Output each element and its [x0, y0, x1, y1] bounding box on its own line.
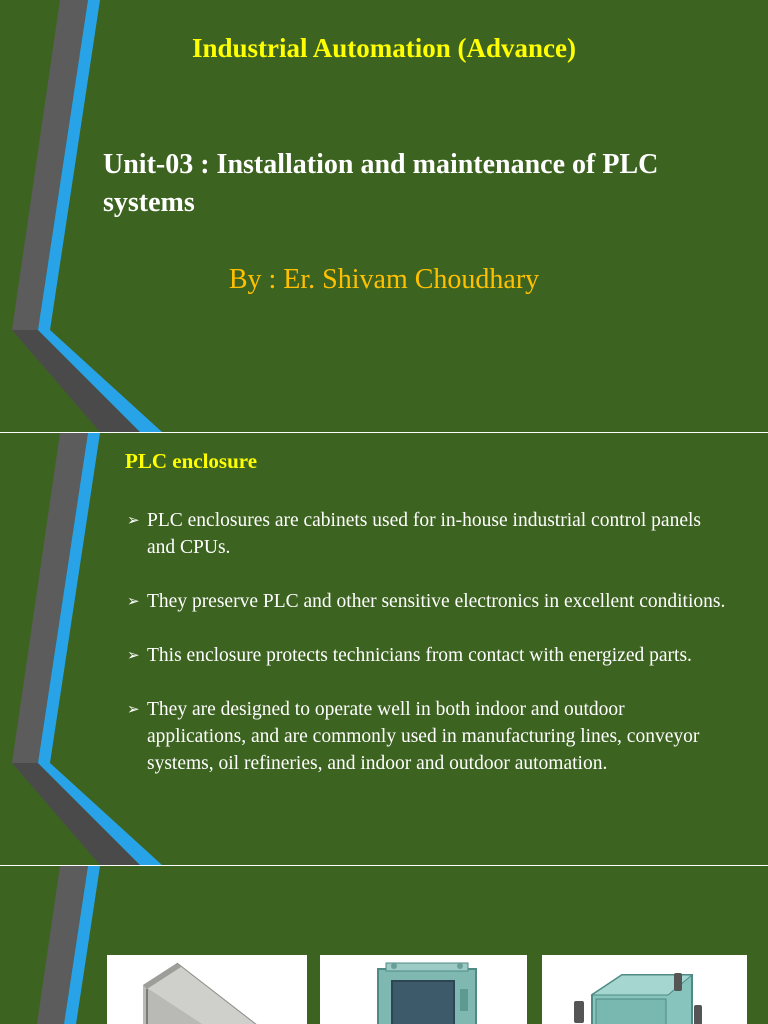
- enclosure-images-slide: [0, 866, 768, 1024]
- author-line: By : Er. Shivam Choudhary: [228, 264, 540, 295]
- enclosure-gray-cabinet-image: [107, 955, 307, 1024]
- presentation-title: Industrial Automation (Advance): [191, 33, 577, 63]
- bullet-text: They preserve PLC and other sensitive electronics in excellent conditions.: [147, 591, 726, 612]
- bullet-item: [127, 642, 727, 669]
- bullet-item: [127, 696, 727, 777]
- slide-heading: PLC enclosure: [125, 449, 258, 473]
- enclosure-teal-wall-mount-cabinet-image: [542, 955, 747, 1024]
- bullet-list: [127, 507, 727, 804]
- bullet-text: PLC enclosures are cabinets used for in-house industrial control panels and CPUs.: [147, 510, 701, 558]
- title-slide: [0, 0, 768, 432]
- bullet-item: [127, 588, 727, 615]
- arrowhead-bullet-icon: ➢: [127, 646, 140, 664]
- bullet-text: This enclosure protects technicians from contact with energized parts.: [147, 645, 692, 666]
- arrowhead-bullet-icon: ➢: [127, 700, 140, 718]
- bullet-text: They are designed to operate well in both indoor and outdoor applications, and are commonly used in manufacturing lines, conveyor systems, oil refineries, and indoor and outdoor automation.: [147, 699, 700, 774]
- unit-title: Unit-03 : Installation and maintenance of PLC systems: [103, 149, 659, 218]
- enclosure-teal-window-cabinet-image: [320, 955, 527, 1024]
- plc-enclosure-slide: [0, 433, 768, 865]
- arrowhead-bullet-icon: ➢: [127, 592, 140, 610]
- bullet-item: [127, 507, 727, 561]
- arrowhead-bullet-icon: ➢: [127, 511, 140, 529]
